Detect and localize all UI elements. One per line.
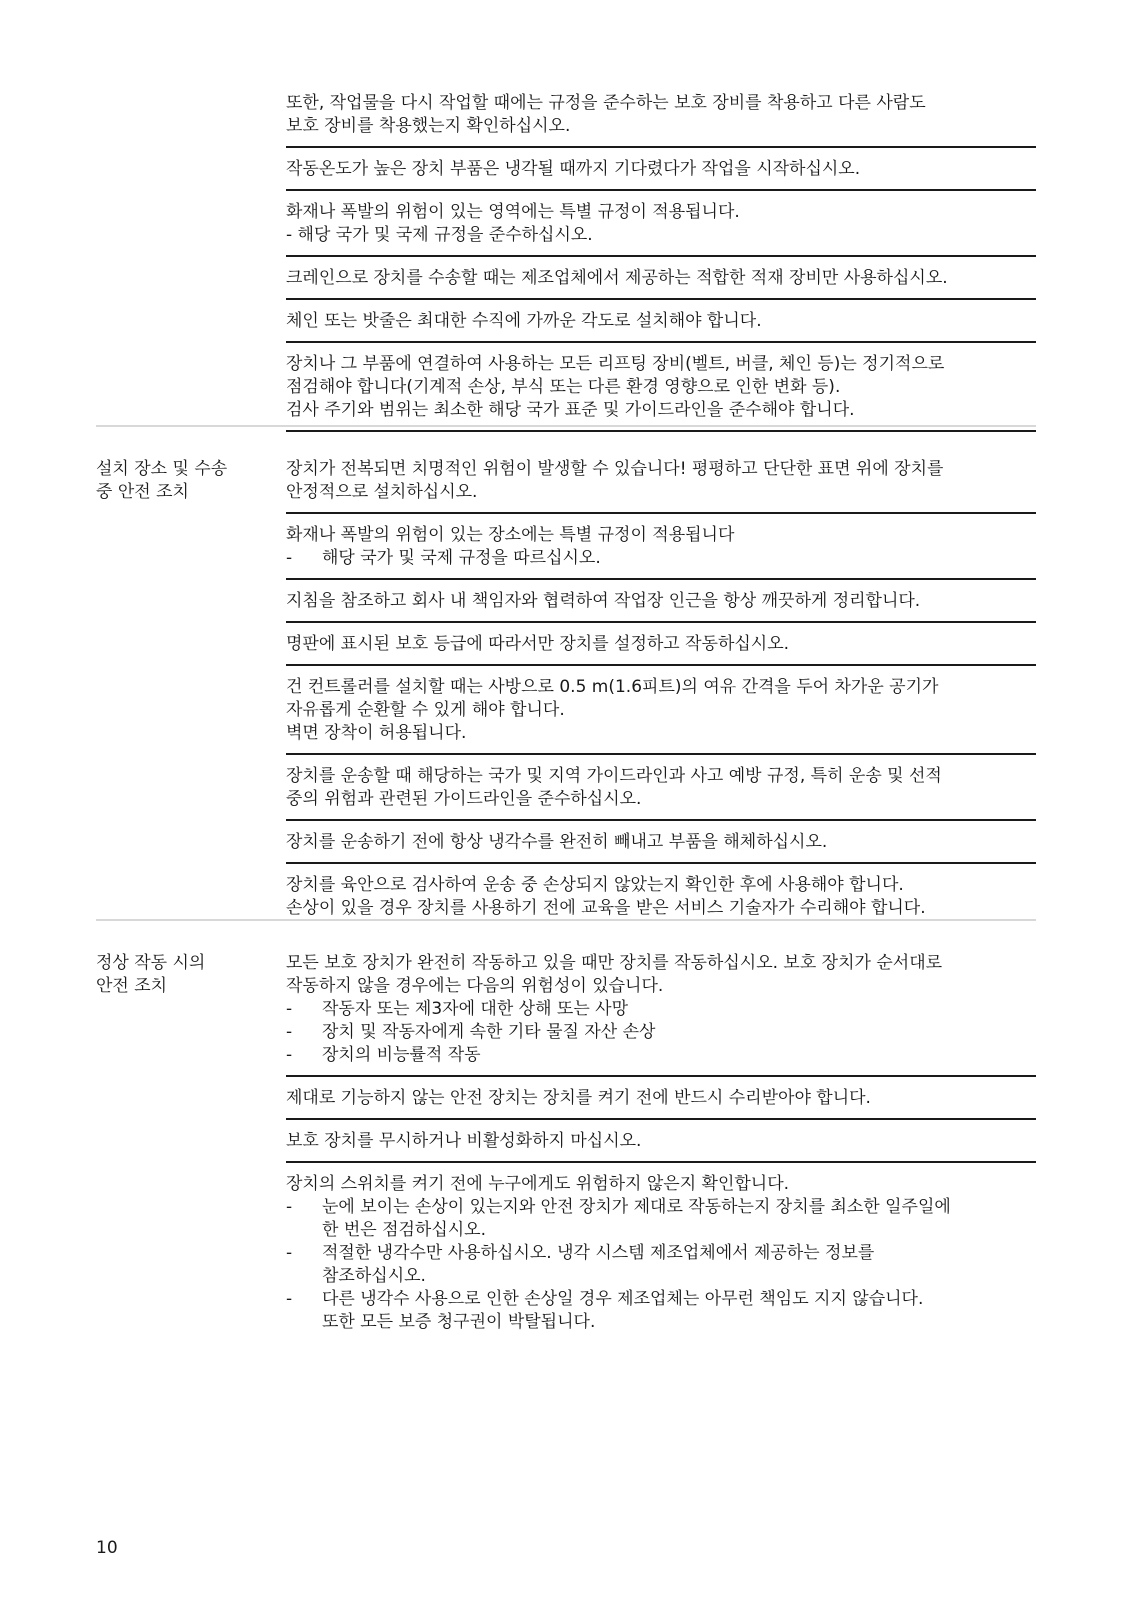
text-line: 손상이 있을 경우 장치를 사용하기 전에 교육을 받은 서비스 기술자가 수리해야 합니다. — [286, 898, 926, 918]
text-line: 크레인으로 장치를 수송할 때는 제조업체에서 제공하는 적합한 적재 장비만 사용하십시오. — [286, 268, 948, 288]
bullet-item — [286, 1044, 1036, 1067]
instruction-block — [286, 755, 1036, 821]
text-line: 장치를 육안으로 검사하여 운송 중 손상되지 않았는지 확인한 후에 사용해야 합니다. — [286, 875, 904, 895]
text-line: 작동하지 않을 경우에는 다음의 위험성이 있습니다. — [286, 976, 664, 996]
text-line: 안정적으로 설치하십시오. — [286, 482, 478, 502]
section-operation-body — [286, 952, 1036, 1342]
page-number: 10 — [96, 1538, 118, 1558]
bullet-text: 장치 및 작동자에게 속한 기타 물질 자산 손상 — [322, 1022, 656, 1042]
text-line: 작동온도가 높은 장치 부품은 냉각될 때까지 기다렸다가 작업을 시작하십시오. — [286, 159, 861, 179]
bullet-item — [286, 998, 1036, 1021]
section-installation-body — [286, 458, 1036, 928]
text-line: 장치의 스위치를 켜기 전에 누구에게도 위험하지 않은지 확인합니다. — [286, 1174, 790, 1194]
instruction-block — [286, 821, 1036, 864]
bullet-text: 다른 냉각수 사용으로 인한 손상일 경우 제조업체는 아무런 책임도 지지 않습니다. 또한 모든 보증 청구권이 박탈됩니다. — [322, 1289, 924, 1332]
bullet-dash: - — [286, 548, 293, 568]
instruction-block — [286, 666, 1036, 755]
instruction-block — [286, 1120, 1036, 1163]
instruction-block — [286, 458, 1036, 514]
text-line: 제대로 기능하지 않는 안전 장치는 장치를 켜기 전에 반드시 수리받아야 합니다. — [286, 1088, 871, 1108]
text-line: 검사 주기와 범위는 최소한 해당 국가 표준 및 가이드라인을 준수해야 합니다. — [286, 400, 855, 420]
instruction-block — [286, 343, 1036, 432]
instruction-block — [286, 1077, 1036, 1120]
section-top-body — [286, 92, 1036, 432]
text-line: 또한, 작업물을 다시 작업할 때에는 규정을 준수하는 보호 장비를 착용하고 다른 사람도 — [286, 93, 926, 113]
text-line: 건 컨트롤러를 설치할 때는 사방으로 0.5 m(1.6피트)의 여유 간격을 두어 차가운 공기가 — [286, 677, 939, 697]
section-divider — [96, 425, 1036, 427]
text-line: 지침을 참조하고 회사 내 책임자와 협력하여 작업장 인근을 항상 깨끗하게 정리합니다. — [286, 591, 921, 611]
text-line: 화재나 폭발의 위험이 있는 장소에는 특별 규정이 적용됩니다 — [286, 525, 735, 545]
text-line: 보호 장치를 무시하거나 비활성화하지 마십시오. — [286, 1131, 642, 1151]
instruction-block — [286, 191, 1036, 257]
bullet-item — [286, 1021, 1036, 1044]
bullet-text: 적절한 냉각수만 사용하십시오. 냉각 시스템 제조업체에서 제공하는 정보를 참조하십시오. — [322, 1243, 875, 1286]
bullet-dash: - — [286, 1289, 293, 1309]
section-label: 정상 작동 시의 안전 조치 — [96, 953, 206, 996]
text-line: 화재나 폭발의 위험이 있는 영역에는 특별 규정이 적용됩니다. — [286, 202, 740, 222]
instruction-block — [286, 92, 1036, 148]
bullet-text: 해당 국가 및 국제 규정을 따르십시오. — [322, 548, 601, 568]
text-line: 보호 장비를 착용했는지 확인하십시오. — [286, 116, 571, 136]
bullet-item — [286, 1288, 1036, 1334]
bullet-text: 눈에 보이는 손상이 있는지와 안전 장치가 제대로 작동하는지 장치를 최소한 일주일에 한 번은 점검하십시오. — [322, 1197, 951, 1240]
bullet-dash: - — [286, 1022, 293, 1042]
text-line: 점검해야 합니다(기계적 손상, 부식 또는 다른 환경 영향으로 인한 변화 등). — [286, 377, 841, 397]
instruction-block — [286, 514, 1036, 580]
bullet-item — [286, 1196, 1036, 1242]
bullet-dash: - — [286, 999, 293, 1019]
instruction-block — [286, 580, 1036, 623]
instruction-block — [286, 623, 1036, 666]
text-line: 체인 또는 밧줄은 최대한 수직에 가까운 각도로 설치해야 합니다. — [286, 311, 762, 331]
section-label: 설치 장소 및 수송 중 안전 조치 — [96, 459, 228, 502]
text-line: - 해당 국가 및 국제 규정을 준수하십시오. — [286, 225, 593, 245]
bullet-text: 작동자 또는 제3자에 대한 상해 또는 사망 — [322, 999, 628, 1019]
text-line: 중의 위험과 관련된 가이드라인을 준수하십시오. — [286, 789, 642, 809]
section-divider — [96, 919, 1036, 921]
instruction-block — [286, 257, 1036, 300]
bullet-dash: - — [286, 1197, 293, 1217]
text-line: 장치를 운송하기 전에 항상 냉각수를 완전히 빼내고 부품을 해체하십시오. — [286, 832, 828, 852]
bullet-dash: - — [286, 1045, 293, 1065]
text-line: 장치나 그 부품에 연결하여 사용하는 모든 리프팅 장비(벨트, 버클, 체인 등)는 정기적으로 — [286, 354, 945, 374]
instruction-block — [286, 300, 1036, 343]
bullet-item — [286, 547, 1036, 570]
instruction-block — [286, 148, 1036, 191]
bullet-text: 장치의 비능률적 작동 — [322, 1045, 481, 1065]
bullet-dash: - — [286, 1243, 293, 1263]
bullet-item — [286, 1242, 1036, 1288]
text-line: 장치를 운송할 때 해당하는 국가 및 지역 가이드라인과 사고 예방 규정, 특히 운송 및 선적 — [286, 766, 942, 786]
instruction-block — [286, 952, 1036, 1077]
instruction-block — [286, 1163, 1036, 1342]
text-line: 장치가 전복되면 치명적인 위험이 발생할 수 있습니다! 평평하고 단단한 표면 위에 장치를 — [286, 459, 944, 479]
text-line: 명판에 표시된 보호 등급에 따라서만 장치를 설정하고 작동하십시오. — [286, 634, 790, 654]
text-line: 벽면 장착이 허용됩니다. — [286, 723, 467, 743]
text-line: 자유롭게 순환할 수 있게 해야 합니다. — [286, 700, 565, 720]
text-line: 모든 보호 장치가 완전히 작동하고 있을 때만 장치를 작동하십시오. 보호 장치가 순서대로 — [286, 953, 943, 973]
